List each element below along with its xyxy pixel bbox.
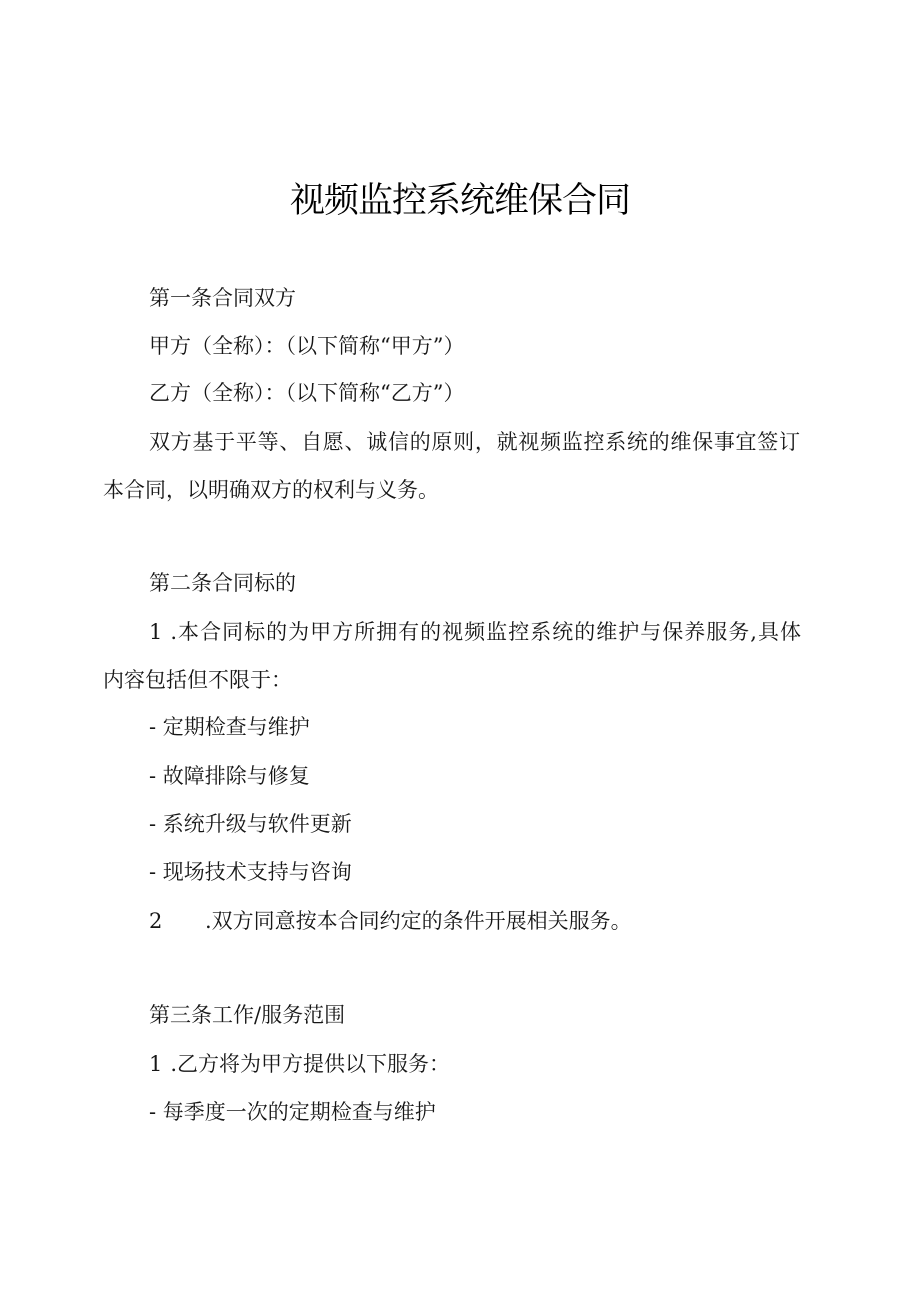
section3-item1-number: 1: [149, 1052, 163, 1076]
section2-item1-line1: [149, 617, 801, 647]
section3-heading: 第三条工作/服务范围: [149, 1003, 346, 1027]
section2-item2: [149, 906, 632, 936]
party-a-line: 甲方（全称）：（以下简称“甲方”）: [149, 334, 465, 358]
section2-item2-text: .双方同意按本合同约定的条件开展相关服务。: [205, 909, 632, 933]
section2-heading: 第二条合同标的: [149, 571, 296, 595]
section2-item1-line2: 内容包括但不限于：: [103, 668, 292, 692]
bullet-item: - 故障排除与修复: [149, 764, 310, 788]
document-title: 视频监控系统维保合同: [289, 181, 630, 221]
section2-item2-number: 2: [149, 909, 163, 933]
bullet-item: - 现场技术支持与咨询: [149, 860, 352, 884]
section1-heading: 第一条合同双方: [149, 286, 296, 310]
section1-paragraph-line2: 本合同，以明确双方的权利与义务。: [103, 478, 439, 502]
section3-item1: [149, 1049, 450, 1079]
section1-paragraph-line1: 双方基于平等、自愿、诚信的原则，就视频监控系统的维保事宜签订: [149, 430, 800, 454]
party-b-line: 乙方（全称）：（以下简称“乙方”）: [149, 381, 465, 405]
bullet-item: - 系统升级与软件更新: [149, 812, 352, 836]
bullet-item: - 每季度一次的定期检查与维护: [149, 1100, 436, 1124]
bullet-item: - 定期检查与维护: [149, 715, 310, 739]
section2-item1-number: 1: [149, 620, 163, 644]
section2-item1-text: .本合同标的为甲方所拥有的视频监控系统的维护与保养服务,具体: [170, 620, 801, 644]
section3-item1-text: .乙方将为甲方提供以下服务：: [170, 1052, 451, 1076]
